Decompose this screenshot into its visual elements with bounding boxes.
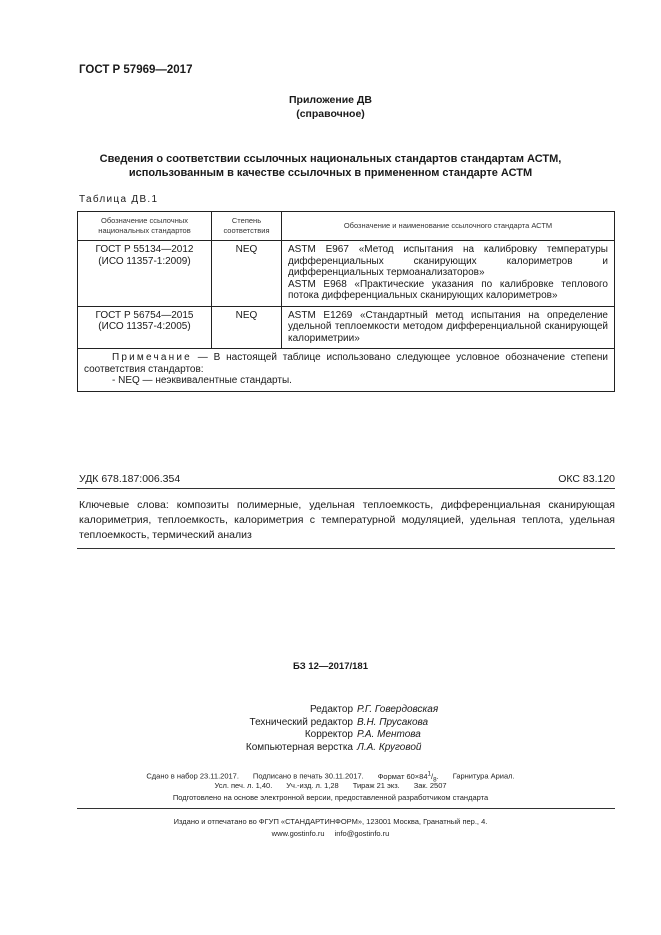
table-header-row bbox=[78, 212, 615, 241]
table-label: Таблица ДВ.1 bbox=[79, 194, 159, 205]
astm-description: ASTM E968 «Практические указания по калибровке теплового потока дифференциальных сканирующих калориметров» bbox=[288, 278, 608, 301]
imprint-sent: Сдано в набор 23.11.2017. bbox=[146, 771, 239, 781]
note-label: Примечание bbox=[112, 352, 192, 363]
imprint-contacts bbox=[0, 828, 661, 839]
udk-code: УДК 678.187:006.354 bbox=[79, 473, 181, 485]
imprint-line-2 bbox=[0, 780, 661, 791]
degree-cell: NEQ bbox=[212, 241, 282, 307]
appendix-title: Приложение ДВ bbox=[289, 94, 372, 106]
credit-role: Корректор bbox=[304, 729, 353, 740]
table-note-row bbox=[78, 349, 615, 392]
credit-role: Компьютерная верстка bbox=[245, 741, 353, 753]
imprint-circulation: Тираж 21 экз. bbox=[352, 781, 400, 790]
table-note-cell bbox=[78, 349, 615, 392]
column-header-degree: Степень соответствия bbox=[212, 212, 282, 241]
table-row bbox=[78, 241, 615, 307]
national-standard-cell bbox=[78, 241, 212, 307]
imprint-prepared: Подготовлено на основе электронной версии, предоставленной разработчиком стандарта bbox=[172, 793, 489, 802]
degree-cell: NEQ bbox=[212, 306, 282, 349]
national-standard-cell bbox=[78, 306, 212, 349]
table-note-text bbox=[84, 352, 608, 375]
email-link[interactable]: info@gostinfo.ru bbox=[334, 829, 390, 838]
credit-row bbox=[0, 742, 661, 755]
credit-name: В.Н. Прусакова bbox=[357, 716, 429, 728]
imprint-pages: Усл. печ. л. 1,40. bbox=[214, 781, 273, 790]
credit-row bbox=[0, 704, 661, 717]
credit-row bbox=[0, 717, 661, 730]
imprint-signed: Подписано в печать 30.11.2017. bbox=[252, 771, 364, 781]
section-heading-line-1: Сведения о соответствии ссылочных национальных стандартов стандартам АСТМ, bbox=[99, 153, 562, 165]
imprint-order: Зак. 2507 bbox=[413, 781, 447, 790]
imprint-format-label: Формат 60×84 bbox=[377, 771, 428, 781]
correspondence-table bbox=[77, 211, 615, 392]
iso-designation: (ИСО 11357-4:2005) bbox=[98, 321, 191, 332]
divider bbox=[77, 808, 615, 809]
credit-name: Р.Г. Говердовская bbox=[357, 704, 439, 715]
astm-description: ASTM E1269 «Стандартный метод испытания на определение удельной теплоемкости методом дифференциальной сканирующей калориметрии» bbox=[288, 309, 608, 344]
section-heading-line-2: использованным в качестве ссылочных в примененном стандарте АСТМ bbox=[128, 167, 533, 179]
bz-number: БЗ 12—2017/181 bbox=[293, 661, 368, 672]
divider bbox=[77, 488, 615, 489]
note-body: — В настоящей таблице использовано следующее условное обозначение степени соответствия стандартов: bbox=[84, 352, 608, 375]
website-link[interactable]: www.gostinfo.ru bbox=[271, 829, 325, 838]
note-item: - NEQ — неэквивалентные стандарты. bbox=[112, 375, 292, 386]
astm-description: ASTM E967 «Метод испытания на калибровку температуры дифференциальных сканирующих калориметров и дифференциальных термоанализаторов» bbox=[288, 244, 608, 278]
imprint-format-num: 1 bbox=[427, 770, 432, 777]
imprint-typeface: Гарнитура Ариал. bbox=[452, 771, 515, 781]
appendix-subtitle: (справочное) bbox=[296, 108, 365, 120]
imprint-format: Формат $60\times 84^1/_8$. bbox=[377, 770, 439, 783]
credit-role: Технический редактор bbox=[249, 716, 353, 728]
astm-standard-cell bbox=[282, 241, 615, 307]
standard-designation: ГОСТ Р 55134—2012 bbox=[95, 244, 194, 255]
table-row bbox=[78, 306, 615, 349]
credits-block bbox=[0, 704, 661, 754]
imprint-edpages: Уч.-изд. л. 1,28 bbox=[286, 781, 339, 790]
divider bbox=[77, 548, 615, 549]
column-header-national-standard: Обозначение ссылочных национальных стандартов bbox=[78, 212, 212, 241]
standard-designation: ГОСТ Р 56754—2015 bbox=[95, 309, 194, 321]
credit-row bbox=[0, 729, 661, 742]
column-header-astm-standard: Обозначение и наименование ссылочного стандарта АСТМ bbox=[282, 212, 615, 241]
credit-name: Л.А. Круговой bbox=[357, 741, 422, 753]
credit-name: Р.А. Ментова bbox=[357, 729, 421, 740]
oks-code: ОКС 83.120 bbox=[558, 473, 615, 485]
iso-designation: (ИСО 11357-1:2009) bbox=[98, 255, 191, 267]
document-standard-number: ГОСТ Р 57969—2017 bbox=[79, 64, 193, 76]
imprint-format-den: 8 bbox=[433, 776, 437, 783]
credit-role: Редактор bbox=[309, 704, 353, 715]
imprint-publisher: Издано и отпечатано во ФГУП «СТАНДАРТИНФОРМ», 123001 Москва, Гранатный пер., 4. bbox=[173, 817, 488, 826]
astm-standard-cell bbox=[282, 306, 615, 349]
keywords: Ключевые слова: композиты полимерные, удельная теплоемкость, дифференциальная сканирующая калориметрия, теплоемкость, калориметрия с температурной модуляцией, удельная теплота, удельная теплоемкость, термический анализ bbox=[79, 499, 615, 541]
